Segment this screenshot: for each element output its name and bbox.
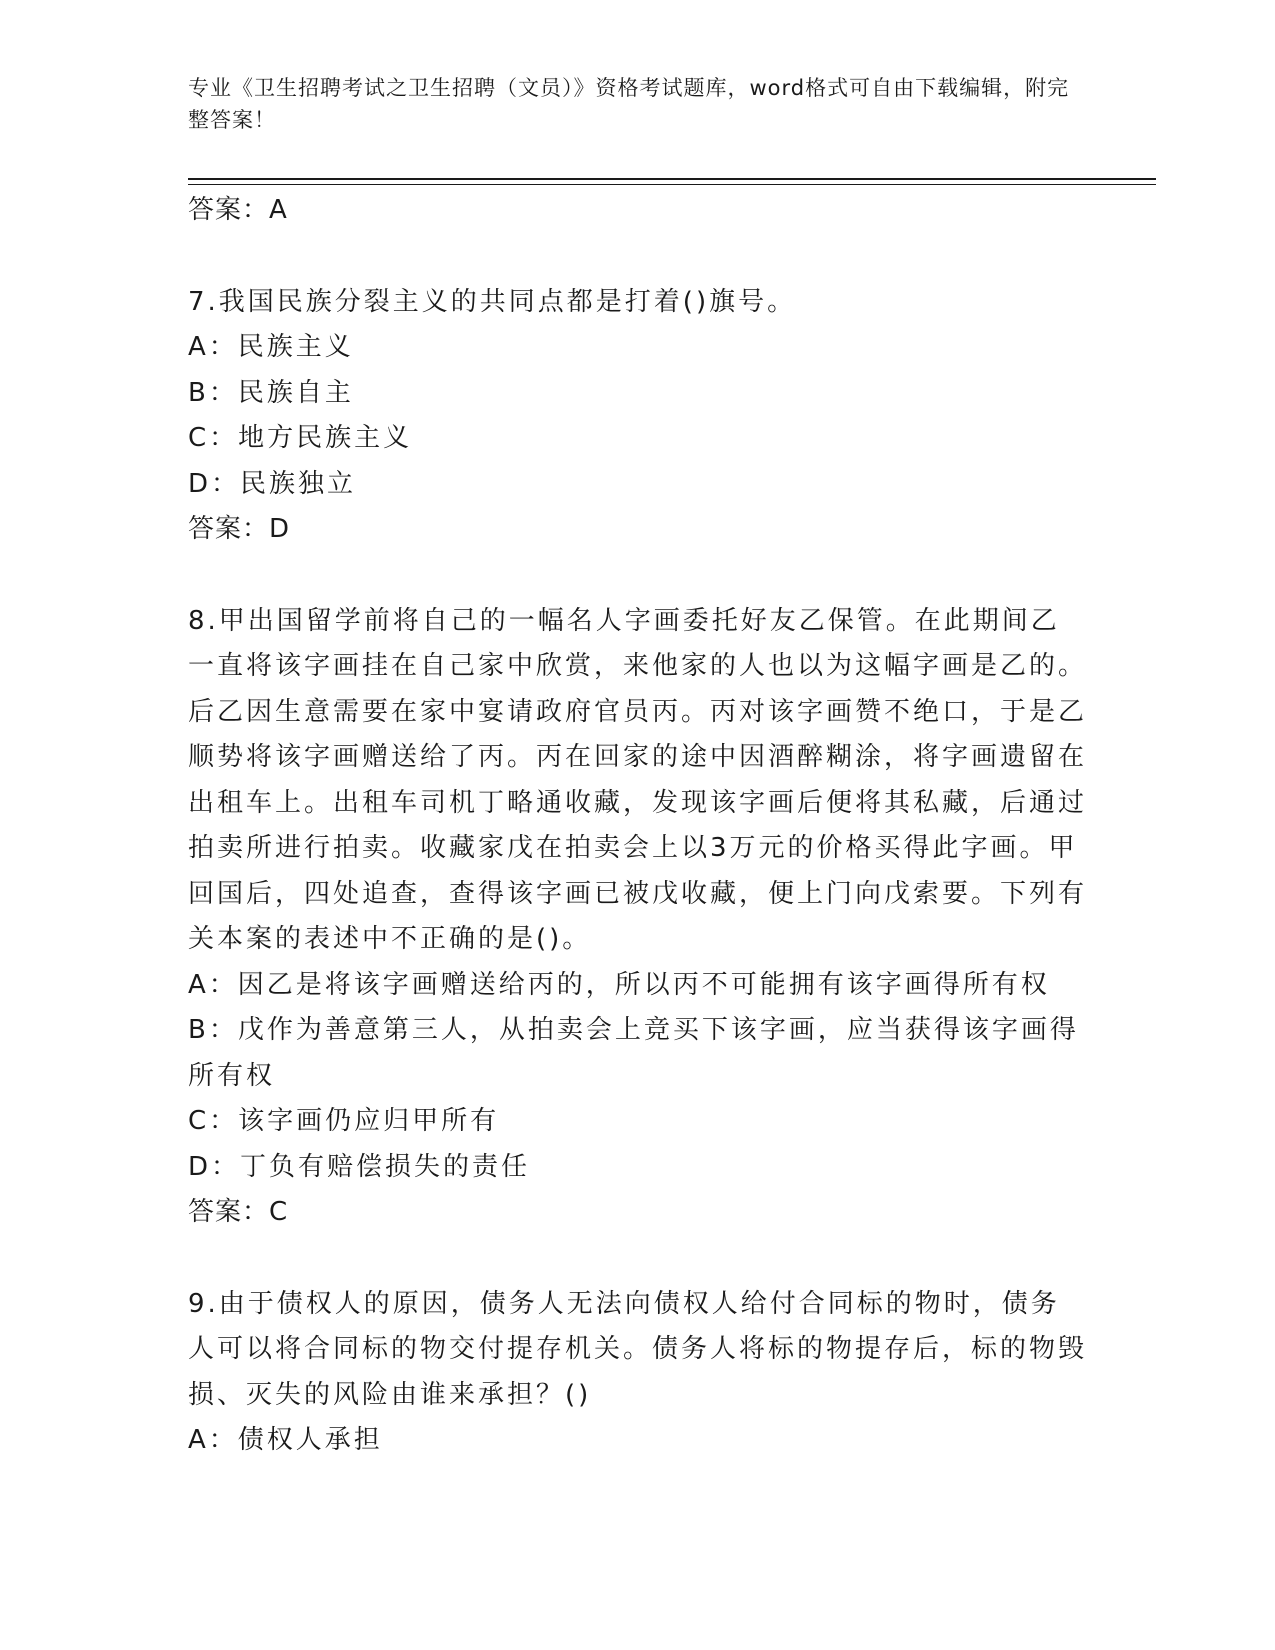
option-a: A：民族主义 bbox=[188, 332, 354, 362]
header-divider-thin bbox=[188, 184, 1156, 185]
question-stem: 8.甲出国留学前将自己的一幅名人字画委托好友乙保管。在此期间乙一直将该字画挂在自己家中欣赏，来他家的人也以为这幅字画是乙的。后乙因生意需要在家中宴请政府官员丙。丙对该字画赞不绝口，于是乙顺势将该字画赠送给了丙。丙在回家的途中因酒醉糊涂，将字画遗留在出租车上。出租车司机丁略通收藏，发现该字画后便将其私藏，后通过拍卖所进行拍卖。收藏家戊在拍卖会上以3万元的价格买得此字画。甲回国后，四处追查，查得该字画已被戊收藏，便上门向戊索要。下列有关本案的表述中不正确的是()。 bbox=[188, 605, 1088, 954]
document-header: 专业《卫生招聘考试之卫生招聘（文员）》资格考试题库，word格式可自由下载编辑，附完整答案！ bbox=[188, 76, 1070, 132]
option-b: B：戊作为善意第三人，从拍卖会上竞买下该字画，应当获得该字画得所有权 bbox=[188, 1015, 1079, 1091]
option-d: D：丁负有赔偿损失的责任 bbox=[188, 1151, 531, 1182]
question-stem: 9.由于债权人的原因，债务人无法向债权人给付合同标的物时，债务人可以将合同标的物交付提存机关。债务人将标的物提存后，标的物毁损、灭失的风险由谁来承担？() bbox=[188, 1288, 1088, 1410]
question-8 bbox=[188, 599, 1088, 1236]
header-divider bbox=[188, 178, 1156, 180]
option-b: B：民族自主 bbox=[188, 377, 354, 408]
option-d: D：民族独立 bbox=[188, 468, 357, 499]
option-c: C：该字画仍应归甲所有 bbox=[188, 1106, 500, 1136]
previous-answer: 答案：A bbox=[188, 195, 288, 225]
question-9 bbox=[188, 1282, 1088, 1464]
question-stem: 7.我国民族分裂主义的共同点都是打着()旗号。 bbox=[188, 286, 797, 317]
option-c: C：地方民族主义 bbox=[188, 423, 413, 453]
question-content bbox=[188, 188, 1088, 1464]
question-7 bbox=[188, 280, 1088, 553]
option-a: A：债权人承担 bbox=[188, 1425, 383, 1455]
option-a: A：因乙是将该字画赠送给丙的，所以丙不可能拥有该字画得所有权 bbox=[188, 969, 1050, 1000]
answer: 答案：D bbox=[188, 514, 291, 544]
answer: 答案：C bbox=[188, 1197, 289, 1227]
